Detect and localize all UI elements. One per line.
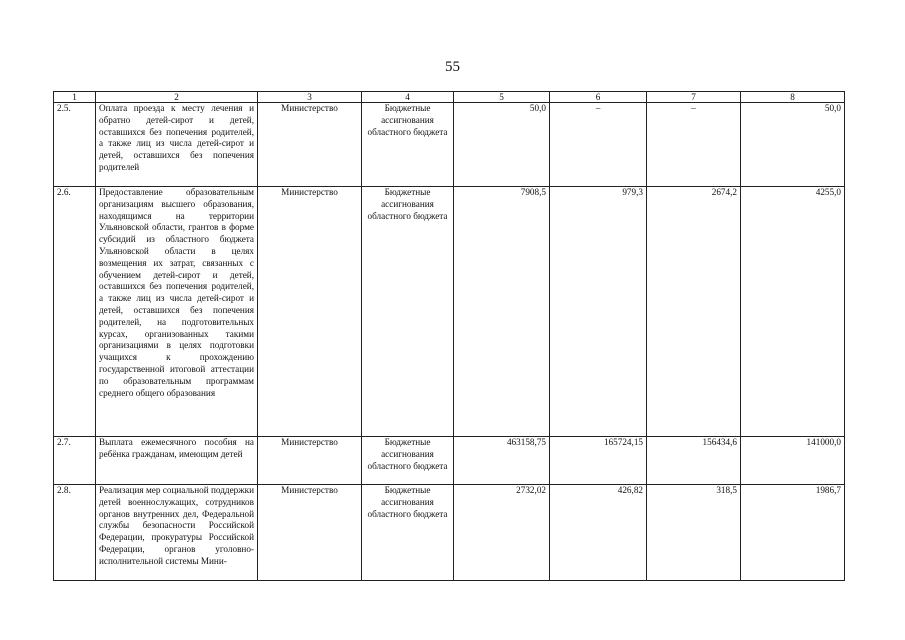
item-description: Предоставление образовательным организациям высшего образования, находящимся на территории Ульяновской области, грантов в форме субсидий из областного бюджета Ульяновской области в целях возмещения их затрат, связанных с обучением детей-сирот и детей, оставшихся без попечения родителей, а также лиц из числа детей-сирот и детей, оставшихся без попечения родителей, на подготовительных курсах, организованных такими организациями в целях подготовки учащихся к прохождению государственной итоговой аттестации по образовательным программам среднего общего образования (96, 187, 258, 437)
item-year-2: – (647, 103, 741, 187)
column-number: 3 (258, 92, 362, 103)
item-number: 2.5. (54, 103, 96, 187)
column-number: 6 (550, 92, 647, 103)
table-row (54, 187, 845, 437)
column-number: 8 (741, 92, 845, 103)
item-responsible: Министерство (258, 103, 362, 187)
item-year-3: 4255,0 (741, 187, 845, 437)
item-description: Выплата ежемесячного пособия на ребёнка гражданам, имеющим детей (96, 437, 258, 485)
item-description: Реализация мер социальной поддержки детей военнослужащих, сотрудников органов внутренних дел, Федеральной службы безопасности Российской Федерации, прокуратуры Российской Федерации, органов уголовно-исполнительной системы Мини- (96, 485, 258, 581)
item-responsible: Министерство (258, 485, 362, 581)
table-row (54, 437, 845, 485)
item-year-1: 165724,15 (550, 437, 647, 485)
table-row (54, 485, 845, 581)
item-year-2: 156434,6 (647, 437, 741, 485)
page-number: 55 (445, 59, 460, 75)
item-funding-source: Бюджетные ассигнования областного бюджета (362, 437, 454, 485)
item-year-2: 318,5 (647, 485, 741, 581)
column-number: 4 (362, 92, 454, 103)
item-total: 463158,75 (454, 437, 550, 485)
item-responsible: Министерство (258, 437, 362, 485)
item-year-3: 50,0 (741, 103, 845, 187)
item-year-1: – (550, 103, 647, 187)
table-row (54, 103, 845, 187)
item-year-1: 979,3 (550, 187, 647, 437)
budget-table (53, 91, 845, 581)
item-responsible: Министерство (258, 187, 362, 437)
item-year-2: 2674,2 (647, 187, 741, 437)
item-funding-source: Бюджетные ассигнования областного бюджета (362, 187, 454, 437)
item-funding-source: Бюджетные ассигнования областного бюджета (362, 485, 454, 581)
item-number: 2.8. (54, 485, 96, 581)
column-number: 2 (96, 92, 258, 103)
item-total: 50,0 (454, 103, 550, 187)
item-year-1: 426,82 (550, 485, 647, 581)
column-number-row (54, 92, 845, 103)
column-number: 7 (647, 92, 741, 103)
item-funding-source: Бюджетные ассигнования областного бюджета (362, 103, 454, 187)
item-total: 7908,5 (454, 187, 550, 437)
item-number: 2.6. (54, 187, 96, 437)
item-year-3: 141000,0 (741, 437, 845, 485)
item-year-3: 1986,7 (741, 485, 845, 581)
item-total: 2732,02 (454, 485, 550, 581)
item-description: Оплата проезда к месту лечения и обратно детей-сирот и детей, оставшихся без попечения родителей, а также лиц из числа детей-сирот и детей, оставшихся без попечения родителей (96, 103, 258, 187)
item-number: 2.7. (54, 437, 96, 485)
column-number: 1 (54, 92, 96, 103)
column-number: 5 (454, 92, 550, 103)
